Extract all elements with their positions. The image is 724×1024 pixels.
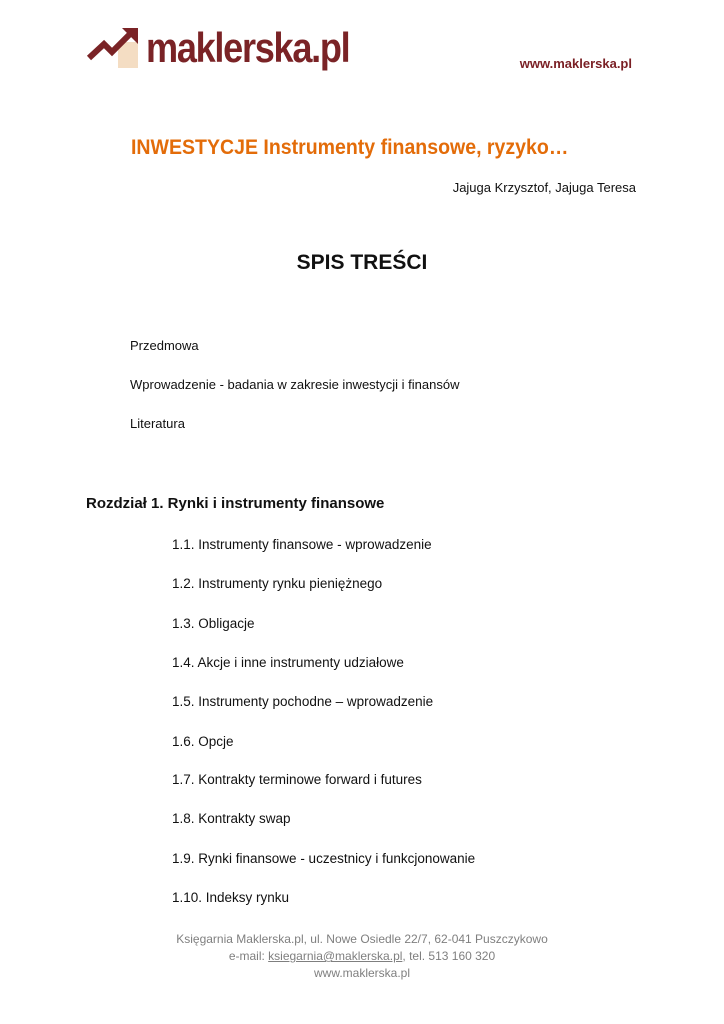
page-footer <box>0 931 724 982</box>
footer-email-prefix: e-mail: <box>228 949 269 963</box>
toc-section-item: 1.7. Kontrakty terminowe forward i futures <box>172 772 422 787</box>
rising-arrow-icon <box>86 26 140 70</box>
document-title: INWESTYCJE Instrumenty finansowe, ryzyko… <box>131 136 569 159</box>
toc-item-preface: Przedmowa <box>130 338 199 353</box>
footer-url[interactable]: www.maklerska.pl <box>313 966 411 980</box>
toc-item-introduction: Wprowadzenie - badania w zakresie inwestycji i finansów <box>130 377 460 392</box>
toc-chapter-heading: Rozdział 1. Rynki i instrumenty finansowe <box>86 495 385 512</box>
toc-section-item: 1.9. Rynki finansowe - uczestnicy i funkcjonowanie <box>172 851 476 866</box>
toc-section-item: 1.8. Kontrakty swap <box>172 811 291 826</box>
toc-section-item: 1.10. Indeksy rynku <box>172 890 290 905</box>
toc-heading: SPIS TREŚCI <box>296 251 428 274</box>
toc-section-item: 1.2. Instrumenty rynku pieniężnego <box>172 576 383 591</box>
toc-section-item: 1.5. Instrumenty pochodne – wprowadzenie <box>172 694 434 709</box>
toc-section-item: 1.4. Akcje i inne instrumenty udziałowe <box>172 655 404 670</box>
header-site-link[interactable]: www.maklerska.pl <box>519 56 632 71</box>
toc-section-item: 1.3. Obligacje <box>172 616 255 631</box>
footer-contact <box>0 948 724 965</box>
toc-section-item: 1.6. Opcje <box>172 734 234 749</box>
footer-phone: , tel. 513 160 320 <box>402 949 496 963</box>
toc-section-item: 1.1. Instrumenty finansowe - wprowadzenie <box>172 537 432 552</box>
document-authors: Jajuga Krzysztof, Jajuga Teresa <box>452 180 636 195</box>
footer-email-link[interactable]: ksiegarnia@maklerska.pl <box>268 949 403 963</box>
footer-address: Księgarnia Maklerska.pl, ul. Nowe Osiedle 22/7, 62-041 Puszczykowo <box>176 932 548 946</box>
toc-item-bibliography: Literatura <box>130 416 185 431</box>
brand-logo[interactable] <box>86 26 383 70</box>
logo-wordmark: maklerska.pl <box>146 24 350 71</box>
